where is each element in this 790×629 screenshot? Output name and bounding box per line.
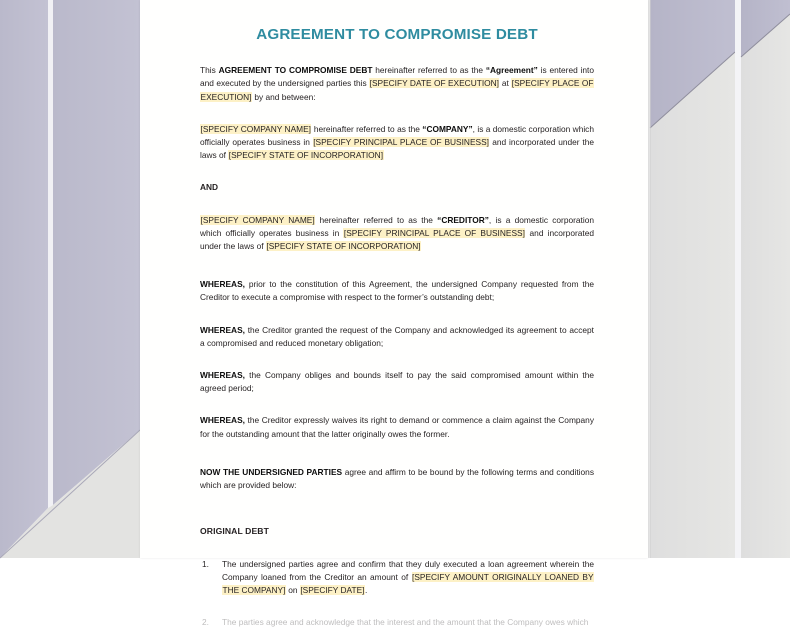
whereas-body-2: the Creditor granted the request of the Company and acknowledged its agreement to accept a compromised and reduced monetary obligation; <box>200 324 594 348</box>
preamble-text-i: by and between: <box>252 91 316 102</box>
placeholder-date-of-execution[interactable]: [SPECIFY DATE OF EXECUTION] <box>369 78 499 89</box>
section-heading-original-debt: ORIGINAL DEBT <box>200 526 269 537</box>
left-backdrop-panels <box>0 0 140 558</box>
creditor-paragraph <box>200 214 594 254</box>
whereas-lead-3: WHEREAS, <box>200 370 245 381</box>
list-item-number: 1. <box>202 558 209 569</box>
placeholder-creditor-name[interactable]: [SPECIFY COMPANY NAME] <box>200 214 315 225</box>
whereas-clause-1 <box>200 278 594 304</box>
preamble-text-c: hereinafter referred to as the <box>372 65 486 76</box>
company-text-a: hereinafter referred to as the <box>311 123 423 134</box>
whereas-body-1: prior to the constitution of this Agreement, the undersigned Company requested from the Creditor to execute a compromise with respect to the former’s outstanding debt; <box>200 279 594 303</box>
original-debt-list <box>200 558 594 598</box>
document-page <box>140 0 648 628</box>
and-conjunction: AND <box>200 182 219 193</box>
right-backdrop-panels <box>648 0 790 558</box>
placeholder-company-state[interactable]: [SPECIFY STATE OF INCORPORATION] <box>228 150 384 161</box>
placeholder-creditor-principal-place[interactable]: [SPECIFY PRINCIPAL PLACE OF BUSINESS] <box>343 227 525 238</box>
page-right-shadow <box>648 0 651 558</box>
document-content-area <box>200 0 595 628</box>
creditor-text-a: hereinafter referred to as the <box>315 214 438 225</box>
preamble-text-e: is entered into and executed by the undersigned parties this <box>200 65 595 89</box>
list-item-text-b: on <box>285 584 300 595</box>
whereas-body-4: the Creditor expressly waives its right to demand or commence a claim against the Company for the outstanding amount that the latter originally owes the former. <box>200 415 594 439</box>
list-item-cut-off-number: 2. <box>202 617 209 628</box>
creditor-spacer <box>200 266 594 278</box>
whereas-body-3: the Company obliges and bounds itself to pay the said compromised amount within the agreed period; <box>200 370 594 394</box>
company-text-c: and incorporated under the laws of <box>200 137 594 161</box>
preamble-paragraph <box>200 64 594 104</box>
whereas-clause-4 <box>200 414 594 440</box>
page-title: AGREEMENT TO COMPROMISE DEBT <box>256 26 538 43</box>
list-item <box>200 558 594 598</box>
list-item-cut-off-text: The parties agree and acknowledge that the interest and the amount that the Company owes which <box>222 617 589 628</box>
whereas-lead-2: WHEREAS, <box>200 324 245 335</box>
placeholder-company-principal-place[interactable]: [SPECIFY PRINCIPAL PLACE OF BUSINESS] <box>313 137 489 148</box>
list-item-text-c: . <box>364 584 368 595</box>
right-panel-inner-grey <box>650 52 735 558</box>
left-panel-inner <box>53 0 140 505</box>
whereas-block-spacer <box>200 454 594 466</box>
company-paragraph <box>200 123 594 163</box>
preamble-text-g: at <box>499 78 512 89</box>
list-item-text-a: The undersigned parties agree and confirm that they duly executed a loan agreement wherein the Company loaned from the Creditor an amount of <box>222 558 594 582</box>
placeholder-creditor-state[interactable]: [SPECIFY STATE OF INCORPORATION] <box>266 241 421 252</box>
company-role-term: “COMPANY” <box>422 123 473 134</box>
list-item-cut-off <box>200 616 594 629</box>
company-text-b: , is a domestic corporation which officially operates business in <box>200 123 594 148</box>
now-clause-spacer <box>200 505 594 525</box>
placeholder-original-loan-amount[interactable]: [SPECIFY AMOUNT ORIGINALLY LOANED BY THE COMPANY] <box>222 571 594 595</box>
preamble-agreement-quoted: “Agreement” <box>485 65 538 76</box>
placeholder-place-of-execution[interactable]: [SPECIFY PLACE OF EXECUTION] <box>200 78 594 102</box>
creditor-role-term: “CREDITOR” <box>437 214 489 225</box>
left-panel-outer <box>0 0 48 558</box>
creditor-text-b: , is a domestic corporation which officially operates business in <box>200 214 594 238</box>
title-spacer <box>200 44 594 64</box>
placeholder-original-loan-date[interactable]: [SPECIFY DATE] <box>300 584 365 595</box>
whereas-lead-4: WHEREAS, <box>200 415 245 426</box>
creditor-text-c: and incorporated under the laws of <box>200 227 594 252</box>
whereas-clause-3 <box>200 369 594 395</box>
now-clause-body: agree and affirm to be bound by the following terms and conditions which are provided below: <box>200 466 594 491</box>
whereas-lead-1: WHEREAS, <box>200 279 245 290</box>
left-panel-divider <box>48 0 53 508</box>
right-panel-divider <box>735 0 741 558</box>
now-clause-paragraph <box>200 466 594 492</box>
right-panel-outer-grey <box>741 14 790 558</box>
preamble-text-a: This <box>200 65 219 76</box>
whereas-clause-2 <box>200 324 594 350</box>
preamble-agreement-term: AGREEMENT TO COMPROMISE DEBT <box>218 65 373 76</box>
now-clause-lead: NOW THE UNDERSIGNED PARTIES <box>200 466 343 477</box>
placeholder-company-name[interactable]: [SPECIFY COMPANY NAME] <box>200 123 311 134</box>
